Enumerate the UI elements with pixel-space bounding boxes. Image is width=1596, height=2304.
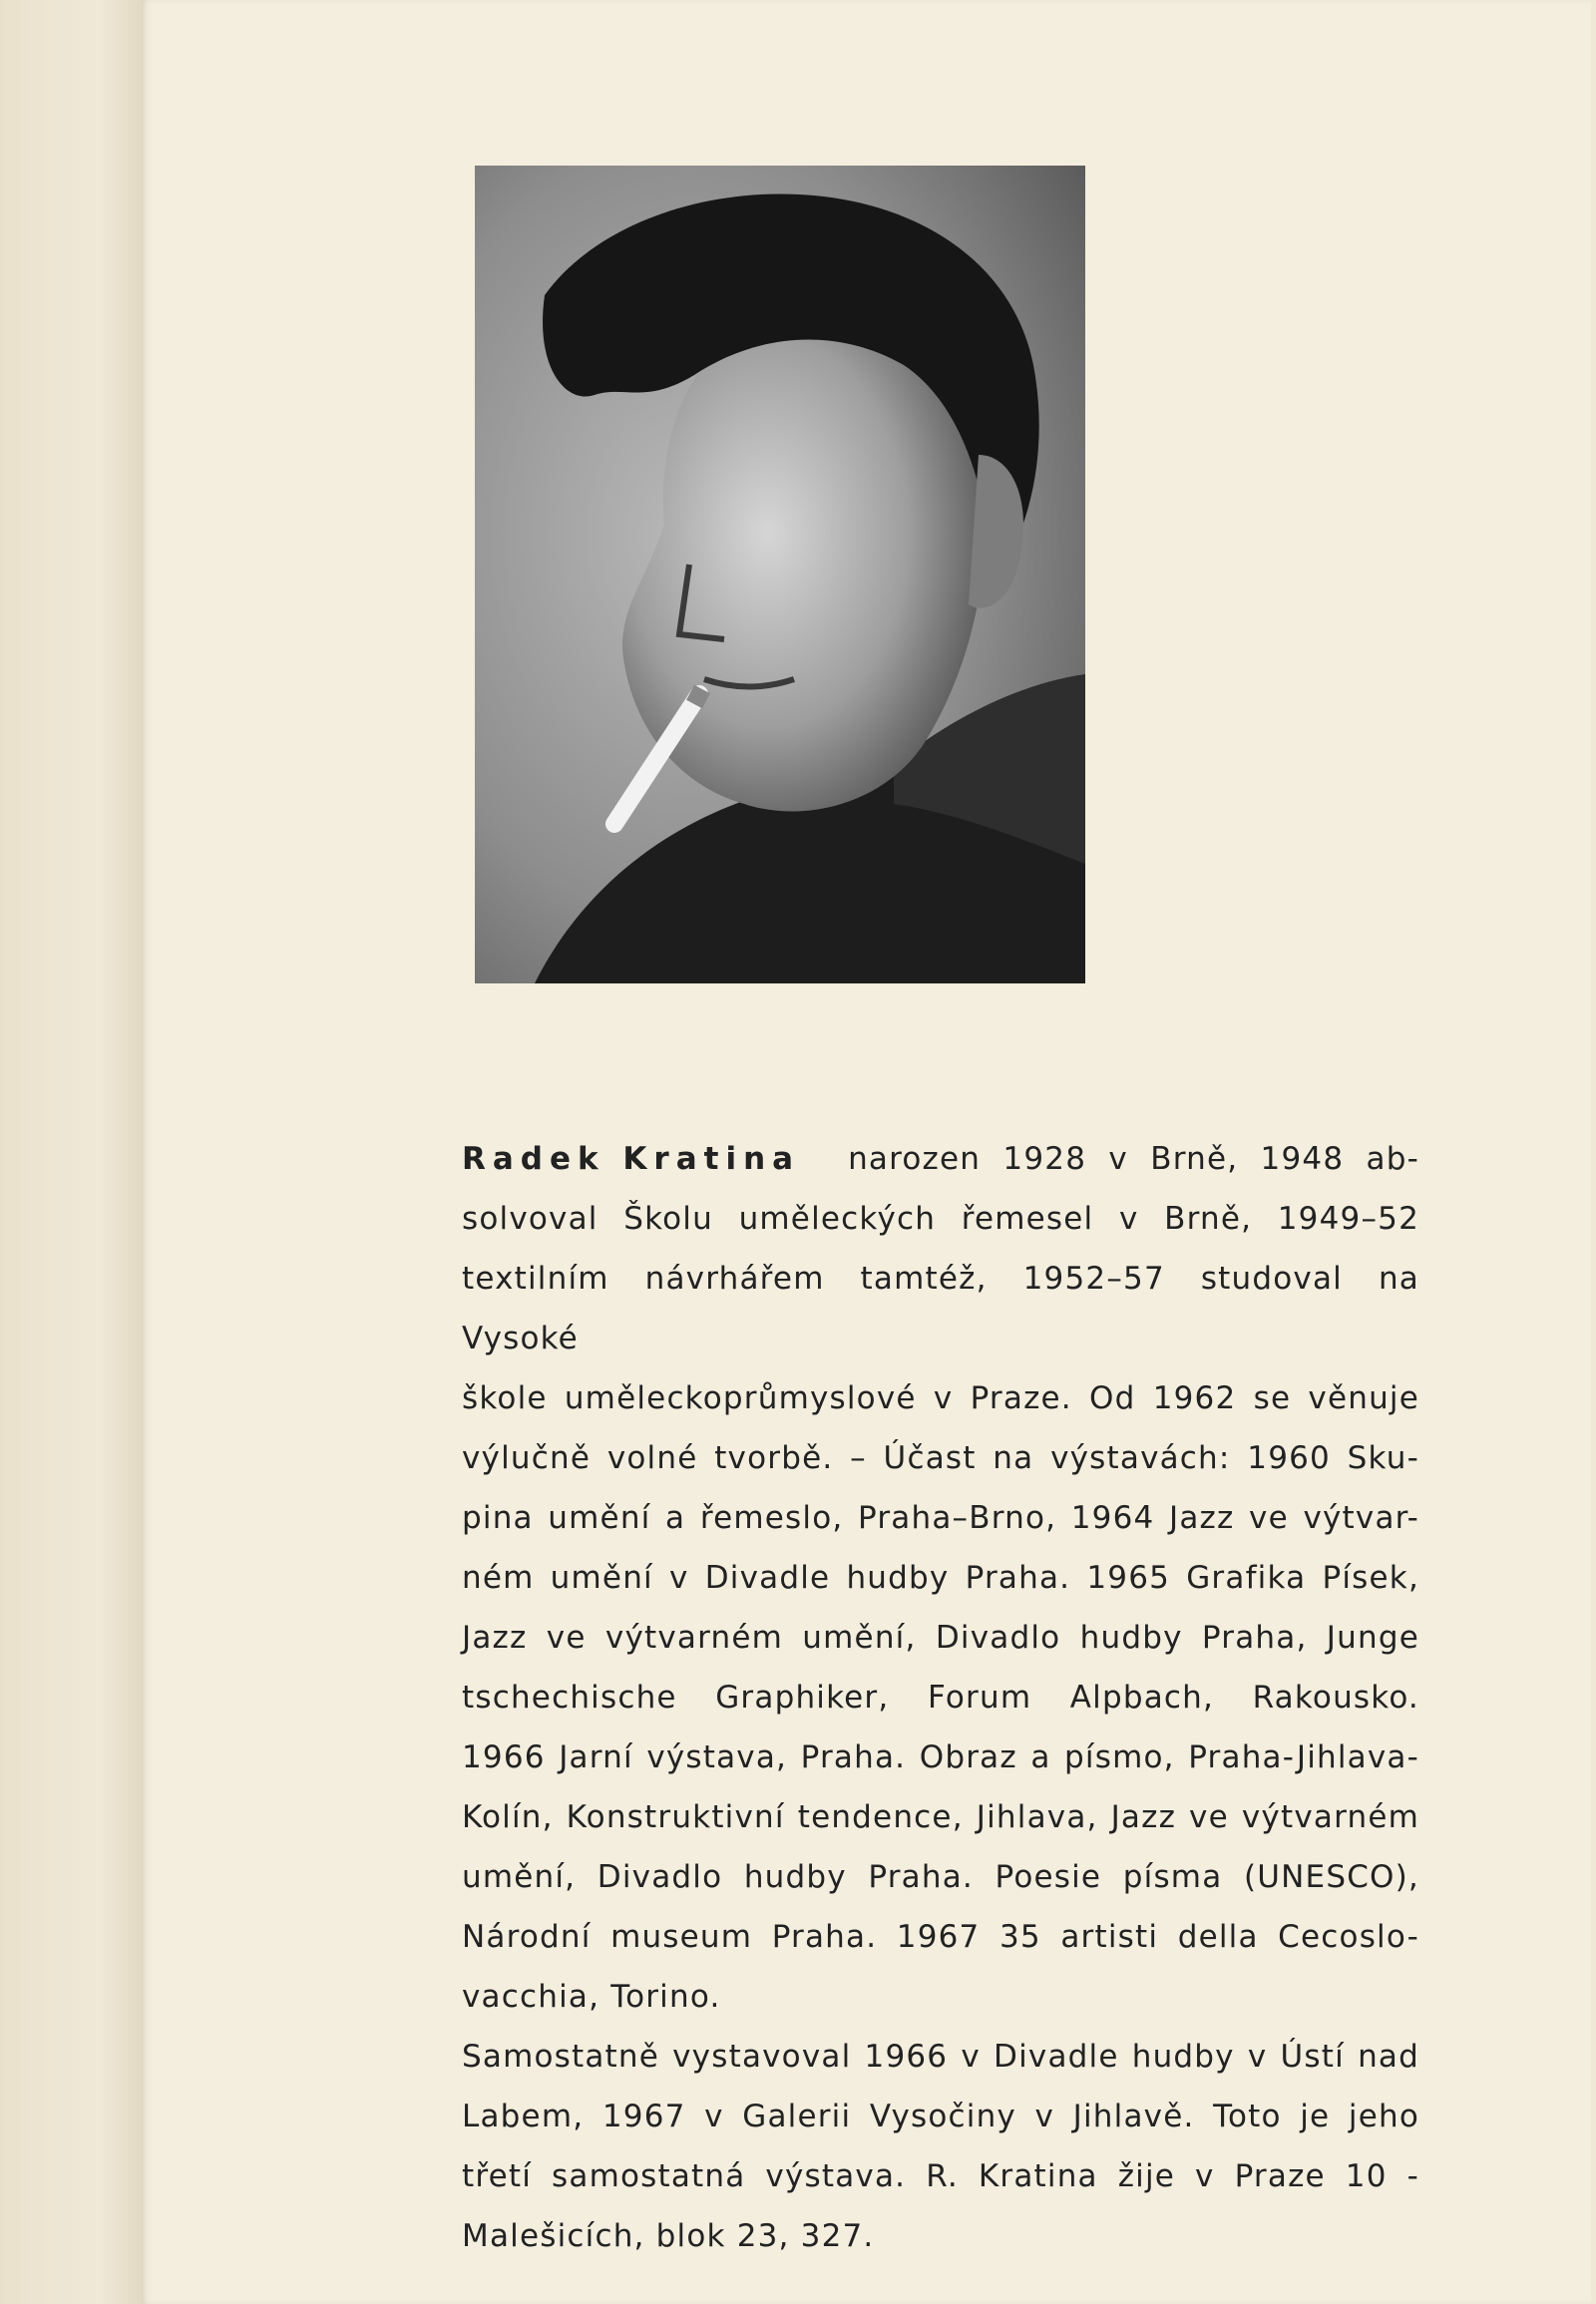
bio-line <box>462 1668 1419 1728</box>
bio-line-text: pina umění a řemeslo, Praha–Brno, 1964 Jazz ve výtvar- <box>462 1500 1419 1536</box>
artist-biography <box>462 1129 1419 2266</box>
cigarette-filter <box>694 689 702 704</box>
bio-line <box>462 1907 1419 1967</box>
bio-line <box>462 1728 1419 1787</box>
bio-line <box>462 1847 1419 1907</box>
artist-portrait-photo <box>475 166 1085 983</box>
bio-line <box>462 1608 1419 1668</box>
bio-line-text: výlučně volné tvorbě. – Účast na výstavách: 1960 Sku- <box>462 1440 1419 1476</box>
bio-line <box>462 2087 1419 2146</box>
bio-line <box>462 1428 1419 1488</box>
bio-line <box>462 2146 1419 2206</box>
bio-line <box>462 1787 1419 1847</box>
facing-page-edge <box>0 0 142 2304</box>
bio-line-text: vacchia, Torino. <box>462 1979 721 2015</box>
bio-line-text: Jazz ve výtvarném umění, Divadlo hudby Praha, Junge <box>462 1620 1419 1656</box>
bio-line-text: narozen 1928 v Brně, 1948 ab- <box>848 1141 1419 1177</box>
bio-line <box>462 1548 1419 1608</box>
bio-line-text: Národní museum Praha. 1967 35 artisti della Cecoslo- <box>462 1919 1419 1955</box>
artist-name: Radek Kratina <box>462 1141 801 1177</box>
bio-line-text: ném umění v Divadle hudby Praha. 1965 Grafika Písek, <box>462 1560 1419 1596</box>
bio-line <box>462 1488 1419 1548</box>
bio-line <box>462 1189 1419 1249</box>
bio-line-text: třetí samostatná výstava. R. Kratina žije v Praze 10 - <box>462 2158 1419 2194</box>
bio-line-text: Labem, 1967 v Galerii Vysočiny v Jihlavě. Toto je jeho <box>462 2099 1419 2134</box>
bio-line-text: umění, Divadlo hudby Praha. Poesie písma (UNESCO), <box>462 1859 1419 1895</box>
bio-line <box>462 1967 1419 2027</box>
bio-line <box>462 1129 1419 1189</box>
bio-line <box>462 2206 1419 2266</box>
bio-line-text: 1966 Jarní výstava, Praha. Obraz a písmo, Praha-Jihlava- <box>462 1739 1419 1775</box>
bio-line-text: Samostatně vystavoval 1966 v Divadle hudby v Ústí nad <box>462 2039 1419 2075</box>
bio-line-text: Malešicích, blok 23, 327. <box>462 2218 875 2254</box>
bio-line <box>462 1368 1419 1428</box>
bio-line-text: škole uměleckoprůmyslové v Praze. Od 1962 se věnuje <box>462 1380 1419 1416</box>
bio-line <box>462 1249 1419 1368</box>
bio-line-text: textilním návrhářem tamtéž, 1952–57 studoval na Vysoké <box>462 1261 1419 1356</box>
bio-line-text: tschechische Graphiker, Forum Alpbach, Rakousko. <box>462 1680 1419 1716</box>
bio-line <box>462 2027 1419 2087</box>
portrait-image <box>475 166 1085 983</box>
bio-line-text: Kolín, Konstruktivní tendence, Jihlava, Jazz ve výtvarném <box>462 1799 1419 1835</box>
bio-line-text: solvoval Školu uměleckých řemesel v Brně, 1949–52 <box>462 1201 1419 1237</box>
